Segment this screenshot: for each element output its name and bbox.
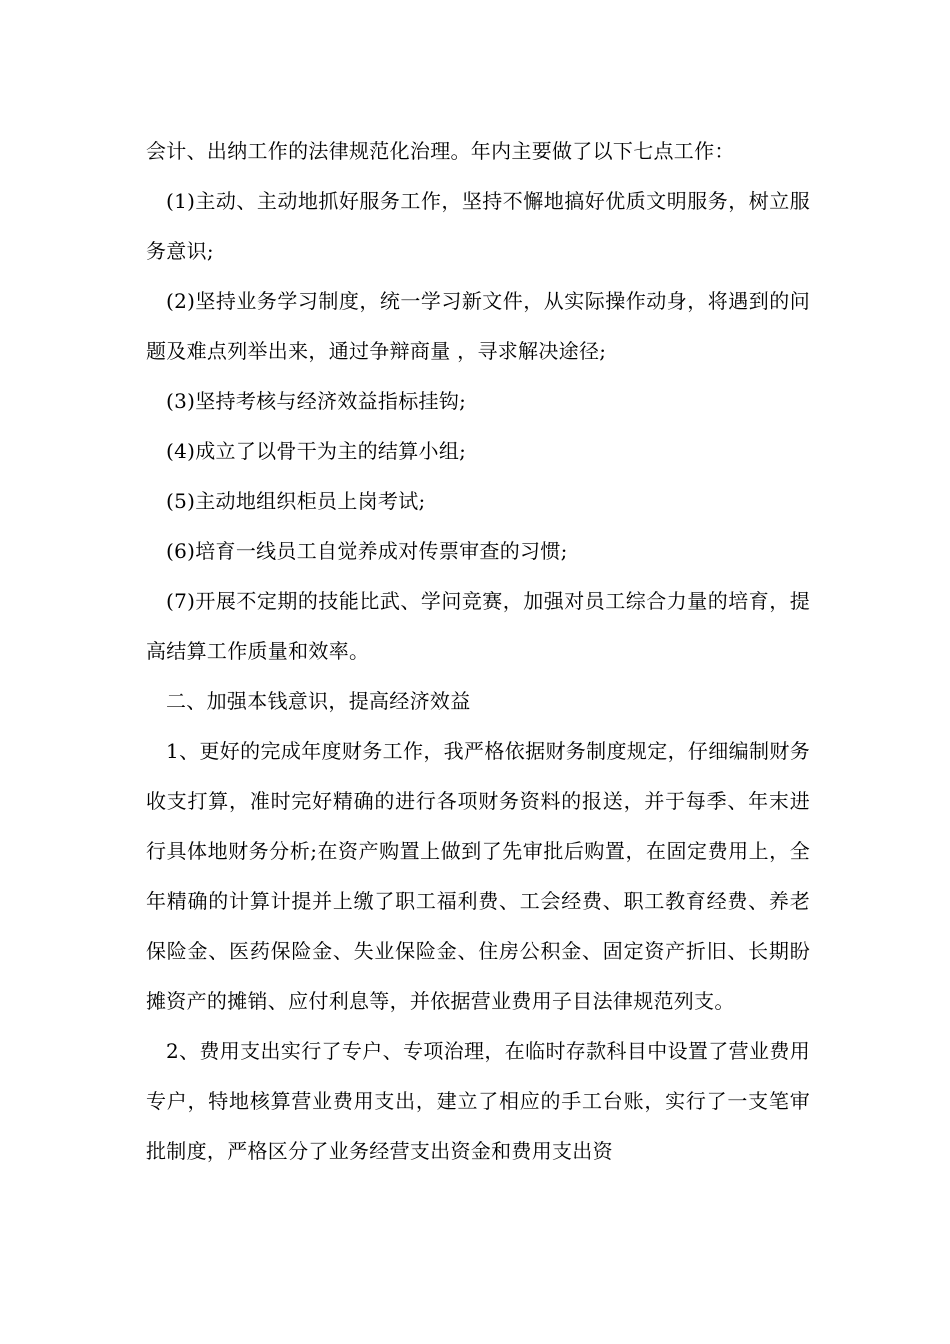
document-body — [146, 126, 810, 1176]
section-heading: 二、加强本钱意识，提高经济效益 — [166, 689, 471, 713]
paragraph-intro: 会计、出纳工作的法律规范化治理。年内主要做了以下七点工作： — [146, 139, 735, 163]
paragraph-item-3: (3)坚持考核与经济效益指标挂钩; — [166, 389, 467, 413]
paragraph-item-1: (1)主动、主动地抓好服务工作，坚持不懈地搞好优质文明服务，树立服务意识; — [146, 189, 810, 263]
paragraph-point-2: 2、费用支出实行了专户、专项治理，在临时存款科目中设置了营业费用专户，特地核算营业费用支出，建立了相应的手工台账，实行了一支笔审批制度，严格区分了业务经营支出资金和费用支出资 — [146, 1039, 810, 1163]
paragraph-item-5: (5)主动地组织柜员上岗考试; — [166, 489, 426, 513]
paragraph-item-4: (4)成立了以骨干为主的结算小组; — [166, 439, 467, 463]
paragraph-item-2: (2)坚持业务学习制度，统一学习新文件，从实际操作动身，将遇到的问题及难点列举出来，通过争辩商量 ，寻求解决途径; — [146, 289, 810, 363]
paragraph-item-6: (6)培育一线员工自觉养成对传票审查的习惯; — [166, 539, 568, 563]
paragraph-item-7: (7)开展不定期的技能比武、学问竞赛，加强对员工综合力量的培育，提高结算工作质量和效率。 — [146, 589, 810, 663]
paragraph-point-1: 1、更好的完成年度财务工作，我严格依据财务制度规定，仔细编制财务收支打算，准时完好精确的进行各项财务资料的报送，并于每季、年末进行具体地财务分析;在资产购置上做到了先审批后购置，在固定费用上，全年精确的计算计提并上缴了职工福利费、工会经费、职工教育经费、养老保险金、医药保险金、失业保险金、住房公积金、固定资产折旧、长期盼摊资产的摊销、应付利息等，并依据营业费用子目法律规范列支。 — [146, 739, 810, 1013]
